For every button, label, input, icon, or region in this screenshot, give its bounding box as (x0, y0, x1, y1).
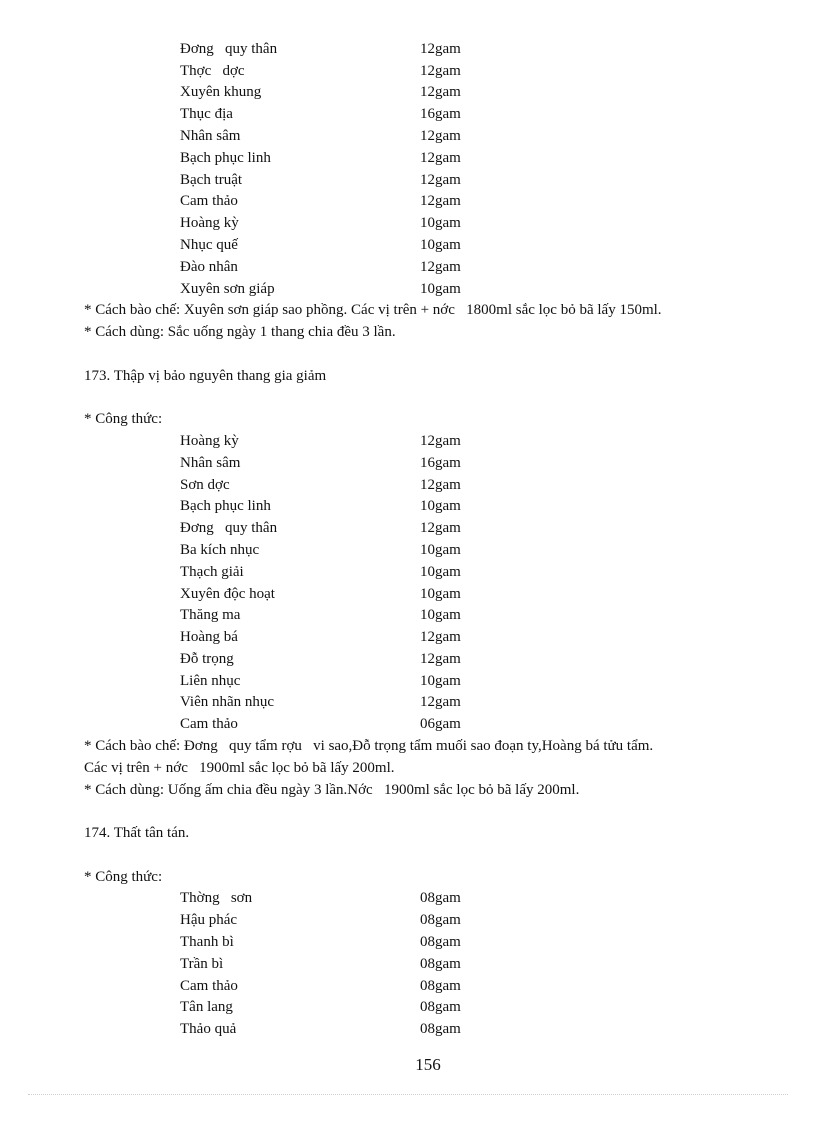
ingredient-name: Bạch phục linh (180, 498, 271, 514)
ingredient-qty: 10gam (420, 215, 461, 231)
ingredient-name: Sơn dợc (180, 477, 230, 493)
ingredient-name: Cam thảo (180, 978, 238, 994)
ingredient-name: Đào nhân (180, 259, 238, 275)
ingredient-qty: 16gam (420, 106, 461, 122)
ingredient-qty: 08gam (420, 1021, 461, 1037)
ingredient-name: Cam thảo (180, 193, 238, 209)
ingredient-qty: 12gam (420, 150, 461, 166)
preparation-text: * Cách bào chế: Đơng quy tẩm rợu vi sao,Đỗ trọng tẩm muối sao đoạn ty,Hoàng bá tửu tẩm. (84, 738, 654, 754)
page-number: 156 (415, 1055, 441, 1074)
ingredient-qty: 12gam (420, 41, 461, 57)
ingredient-qty: 08gam (420, 934, 461, 950)
formula-label: * Công thức: (84, 869, 163, 885)
ingredient-qty: 10gam (420, 498, 461, 514)
ingredient-name: Hoàng kỳ (180, 433, 239, 449)
ingredient-qty: 12gam (420, 629, 461, 645)
ingredient-name: Xuyên độc hoạt (180, 586, 275, 602)
usage-text: * Cách dùng: Uống ấm chia đều ngày 3 lần.Nớc 1900ml sắc lọc bỏ bã lấy 200ml. (84, 782, 580, 798)
ingredient-qty: 10gam (420, 607, 461, 623)
page-footer-divider (28, 1094, 788, 1095)
ingredient-name: Thăng ma (180, 607, 241, 623)
ingredient-name: Thợc dợc (180, 63, 245, 79)
ingredient-name: Nhân sâm (180, 128, 241, 144)
ingredient-name: Thục địa (180, 106, 233, 122)
ingredient-qty: 12gam (420, 651, 461, 667)
ingredient-name: Đơng quy thân (180, 41, 278, 57)
ingredient-qty: 12gam (420, 477, 461, 493)
ingredient-name: Tân lang (180, 999, 233, 1015)
ingredient-name: Bạch truật (180, 172, 243, 188)
usage-text: * Cách dùng: Sắc uống ngày 1 thang chia đều 3 lần. (84, 324, 396, 340)
ingredient-name: Thờng sơn (180, 890, 253, 906)
ingredient-name: Trần bì (180, 956, 224, 972)
section-title: 173. Thập vị bảo nguyên thang gia giảm (84, 368, 327, 384)
ingredient-name: Xuyên sơn giáp (180, 281, 275, 297)
ingredient-qty: 12gam (420, 63, 461, 79)
ingredient-qty: 16gam (420, 455, 461, 471)
ingredient-qty: 10gam (420, 542, 461, 558)
ingredient-name: Xuyên khung (180, 84, 262, 100)
ingredient-name: Đỗ trọng (180, 651, 234, 667)
ingredient-name: Thanh bì (180, 934, 234, 950)
ingredient-qty: 10gam (420, 281, 461, 297)
ingredient-qty: 12gam (420, 520, 461, 536)
ingredient-name: Thạch giải (180, 564, 244, 580)
ingredient-name: Hậu phác (180, 912, 238, 928)
ingredient-qty: 12gam (420, 193, 461, 209)
preparation-text-continued: Các vị trên + nớc 1900ml sắc lọc bỏ bã lấy 200ml. (84, 760, 395, 776)
ingredient-qty: 10gam (420, 237, 461, 253)
ingredient-qty: 12gam (420, 694, 461, 710)
ingredient-qty: 08gam (420, 956, 461, 972)
ingredient-name: Thảo quả (180, 1021, 237, 1037)
formula-label: * Công thức: (84, 411, 163, 427)
ingredient-name: Hoàng kỳ (180, 215, 239, 231)
ingredient-name: Nhục quế (180, 237, 238, 253)
ingredient-qty: 10gam (420, 564, 461, 580)
ingredient-name: Cam thảo (180, 716, 238, 732)
ingredient-qty: 08gam (420, 912, 461, 928)
ingredient-name: Bạch phục linh (180, 150, 271, 166)
ingredient-qty: 12gam (420, 433, 461, 449)
ingredient-qty: 10gam (420, 673, 461, 689)
ingredient-name: Nhân sâm (180, 455, 241, 471)
ingredient-name: Liên nhục (180, 673, 241, 689)
ingredient-qty: 12gam (420, 259, 461, 275)
ingredient-qty: 10gam (420, 586, 461, 602)
ingredient-qty: 08gam (420, 890, 461, 906)
ingredient-qty: 08gam (420, 999, 461, 1015)
ingredient-name: Ba kích nhục (180, 542, 260, 558)
ingredient-name: Viên nhãn nhục (180, 694, 275, 710)
ingredient-name: Đơng quy thân (180, 520, 278, 536)
ingredient-qty: 06gam (420, 716, 461, 732)
preparation-text: * Cách bào chế: Xuyên sơn giáp sao phồng. Các vị trên + nớc 1800ml sắc lọc bỏ bã lấy 150ml. (84, 302, 662, 318)
ingredient-qty: 12gam (420, 84, 461, 100)
ingredient-qty: 12gam (420, 128, 461, 144)
ingredient-name: Hoàng bá (180, 629, 238, 645)
ingredient-qty: 08gam (420, 978, 461, 994)
section-title: 174. Thất tân tán. (84, 825, 190, 841)
ingredient-qty: 12gam (420, 172, 461, 188)
